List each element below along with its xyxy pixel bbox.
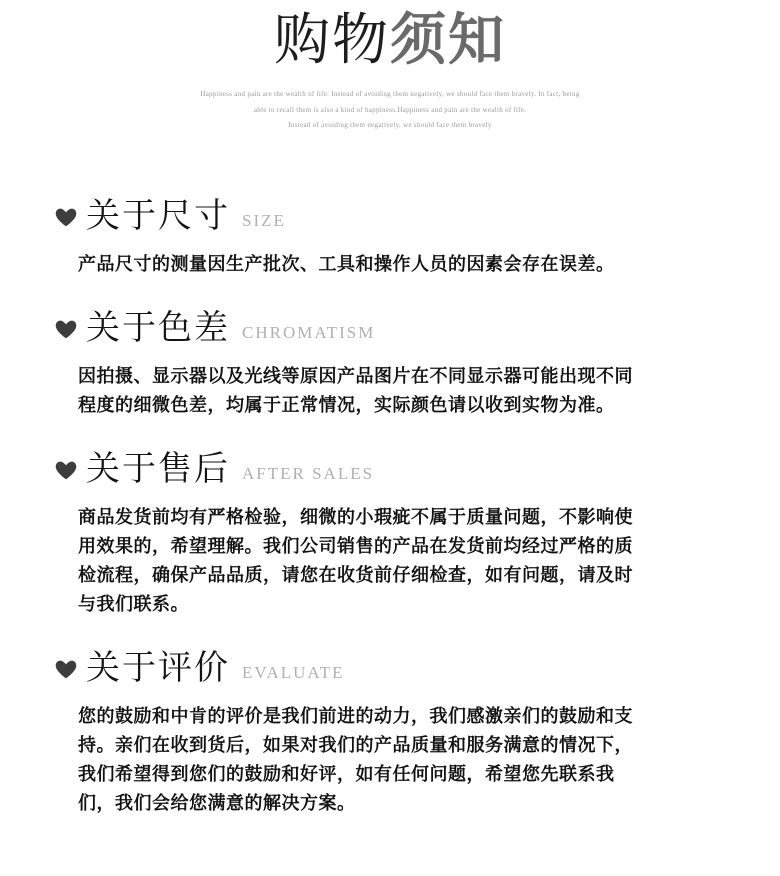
page-title-light: 购物 <box>274 8 390 73</box>
section-evaluate-header <box>55 647 705 688</box>
subtitle-line: Happiness and pain are the wealth of life. Instead of avoiding them negatively, we should face them bravely. In fact, being <box>200 90 580 98</box>
page-title-bold: 须知 <box>390 8 506 73</box>
heart-icon <box>55 460 77 480</box>
section-title-en: CHROMATISM <box>242 322 376 342</box>
heart-icon <box>55 319 77 339</box>
heart-icon <box>55 207 77 227</box>
subtitle-line: able to recall them is also a kind of happiness.Happiness and pain are the wealth of life. <box>253 105 527 114</box>
section-title: 关于色差 <box>86 307 230 348</box>
section-chromatism <box>78 307 705 420</box>
section-body: 因拍摄、显示器以及光线等原因产品图片在不同显示器可能出现不同程度的细微色差，均属于正常情况，实际颜色请以收到实物为准。 <box>78 365 633 416</box>
section-title-en: EVALUATE <box>242 662 345 682</box>
section-body: 商品发货前均有严格检验，细微的小瑕疵不属于质量问题，不影响使用效果的，希望理解。我们公司销售的产品在发货前均经过严格的质检流程，确保产品品质，请您在收货前仔细检查，如有问题，请及时与我们联系。 <box>78 506 633 615</box>
section-size-header <box>55 195 705 236</box>
section-after-sales-header <box>55 448 705 489</box>
notice-sections <box>0 195 780 818</box>
section-body: 您的鼓励和中肯的评价是我们前进的动力，我们感激亲们的鼓励和支持。亲们在收到货后，如果对我们的产品质量和服务满意的情况下，我们希望得到您们的鼓励和好评，如有任何问题，希望您先联系我们，我们会给您满意的解决方案。 <box>78 705 633 814</box>
subtitle-line: Instead of avoiding them negatively, we should face them bravely <box>288 121 492 129</box>
section-size <box>78 195 705 279</box>
page-header <box>0 0 780 134</box>
section-chromatism-header <box>55 307 705 348</box>
section-title-en: SIZE <box>242 210 286 230</box>
page-subtitle <box>0 87 780 134</box>
section-after-sales <box>78 448 705 619</box>
section-evaluate <box>78 647 705 818</box>
section-title: 关于评价 <box>86 647 230 688</box>
heart-icon <box>55 659 77 679</box>
section-title: 关于尺寸 <box>86 195 230 236</box>
section-body: 产品尺寸的测量因生产批次、工具和操作人员的因素会存在误差。 <box>78 253 615 275</box>
section-title: 关于售后 <box>86 448 230 489</box>
page-title <box>0 10 780 72</box>
section-title-en: AFTER SALES <box>242 463 375 483</box>
